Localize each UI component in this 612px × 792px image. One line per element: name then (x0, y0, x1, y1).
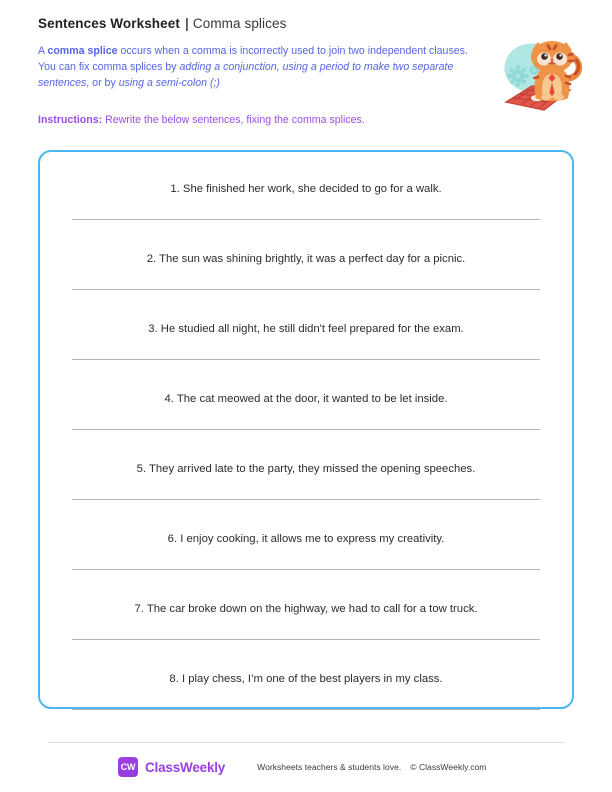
footer (48, 753, 566, 781)
desc-italic-conjunction: adding a conjunction, (179, 61, 280, 74)
sentence-body: He studied all night, he still didn't feel prepared for the exam. (160, 323, 464, 335)
sentence-number: 2. (146, 253, 157, 265)
footer-divider (48, 742, 566, 743)
sentence-item (40, 322, 572, 360)
footer-copyright: © ClassWeekly.com (410, 762, 487, 772)
sentence-number: 3. (148, 323, 158, 335)
sentence-body: I play chess, I’m one of the best players in my class. (181, 673, 443, 685)
item-spacer (40, 360, 572, 392)
sentence-list (40, 182, 572, 710)
description-paragraph (38, 43, 468, 92)
sentence-number: 5. (136, 463, 147, 475)
cat-on-picnic-blanket-icon (496, 24, 588, 116)
sentence-text (40, 392, 572, 407)
sentence-number: 7. (134, 603, 144, 615)
sentence-item (40, 532, 572, 570)
instructions-line (38, 114, 365, 126)
sentence-body: The sun was shining brightly, it was a perfect day for a picnic. (159, 253, 466, 265)
sentence-text (40, 462, 572, 477)
title-separator: | (184, 16, 189, 31)
sentence-body: She finished her work, she decided to go for a walk. (182, 183, 442, 195)
desc-italic-period: using a period to make two separate sentences (38, 61, 454, 90)
sentence-item (40, 252, 572, 290)
sentence-body: I enjoy cooking, it allows me to express my creativity. (180, 533, 445, 545)
desc-part-1: A (38, 45, 48, 57)
item-spacer (40, 290, 572, 322)
desc-part-2: occurs when a comma is incorrectly used to join two independent clauses. You can fix comma splices by (38, 45, 468, 74)
sentence-text (40, 602, 572, 617)
sentence-body: The car broke down on the highway, we had to call for a tow truck. (146, 603, 478, 615)
desc-bold-comma-splice: comma splice (47, 45, 118, 57)
page-title-main: Sentences Worksheet (38, 16, 180, 31)
worksheet-answer-box (38, 150, 574, 709)
instructions-text: Rewrite the below sentences, fixing the comma splices. (102, 114, 365, 126)
sentence-number: 1. (170, 183, 180, 195)
sentence-body: They arrived late to the party, they missed the opening speeches. (149, 463, 476, 475)
sentence-item (40, 182, 572, 220)
page-title-subtitle: Comma splices (192, 16, 287, 31)
sentence-item (40, 462, 572, 500)
item-spacer (40, 500, 572, 532)
sentence-number: 8. (169, 673, 179, 685)
sentence-number: 6. (167, 533, 178, 545)
brand-name: ClassWeekly (145, 759, 226, 775)
sentence-text (40, 182, 572, 197)
header (38, 16, 498, 126)
desc-part-4: , or by (86, 77, 119, 90)
sentence-body: The cat meowed at the door, it wanted to be let inside. (176, 393, 448, 405)
answer-line[interactable] (72, 709, 540, 710)
item-spacer (40, 570, 572, 602)
instructions-label: Instructions: (38, 114, 103, 126)
sentence-text (40, 322, 572, 337)
sentence-item (40, 602, 572, 640)
item-spacer (40, 220, 572, 252)
sentence-text (40, 672, 572, 687)
classweekly-logo-icon: CW (118, 757, 138, 777)
desc-italic-semicolon: using a semi-colon (;) (118, 77, 220, 90)
footer-tagline: Worksheets teachers & students love. (257, 762, 402, 772)
sentence-text (40, 252, 572, 267)
brand-lockup (118, 757, 225, 777)
sentence-number: 4. (164, 393, 174, 405)
item-spacer (40, 640, 572, 672)
sentence-text (40, 532, 572, 547)
sentence-item (40, 392, 572, 430)
sentence-item (40, 672, 572, 710)
page-title (38, 16, 498, 31)
item-spacer (40, 430, 572, 462)
